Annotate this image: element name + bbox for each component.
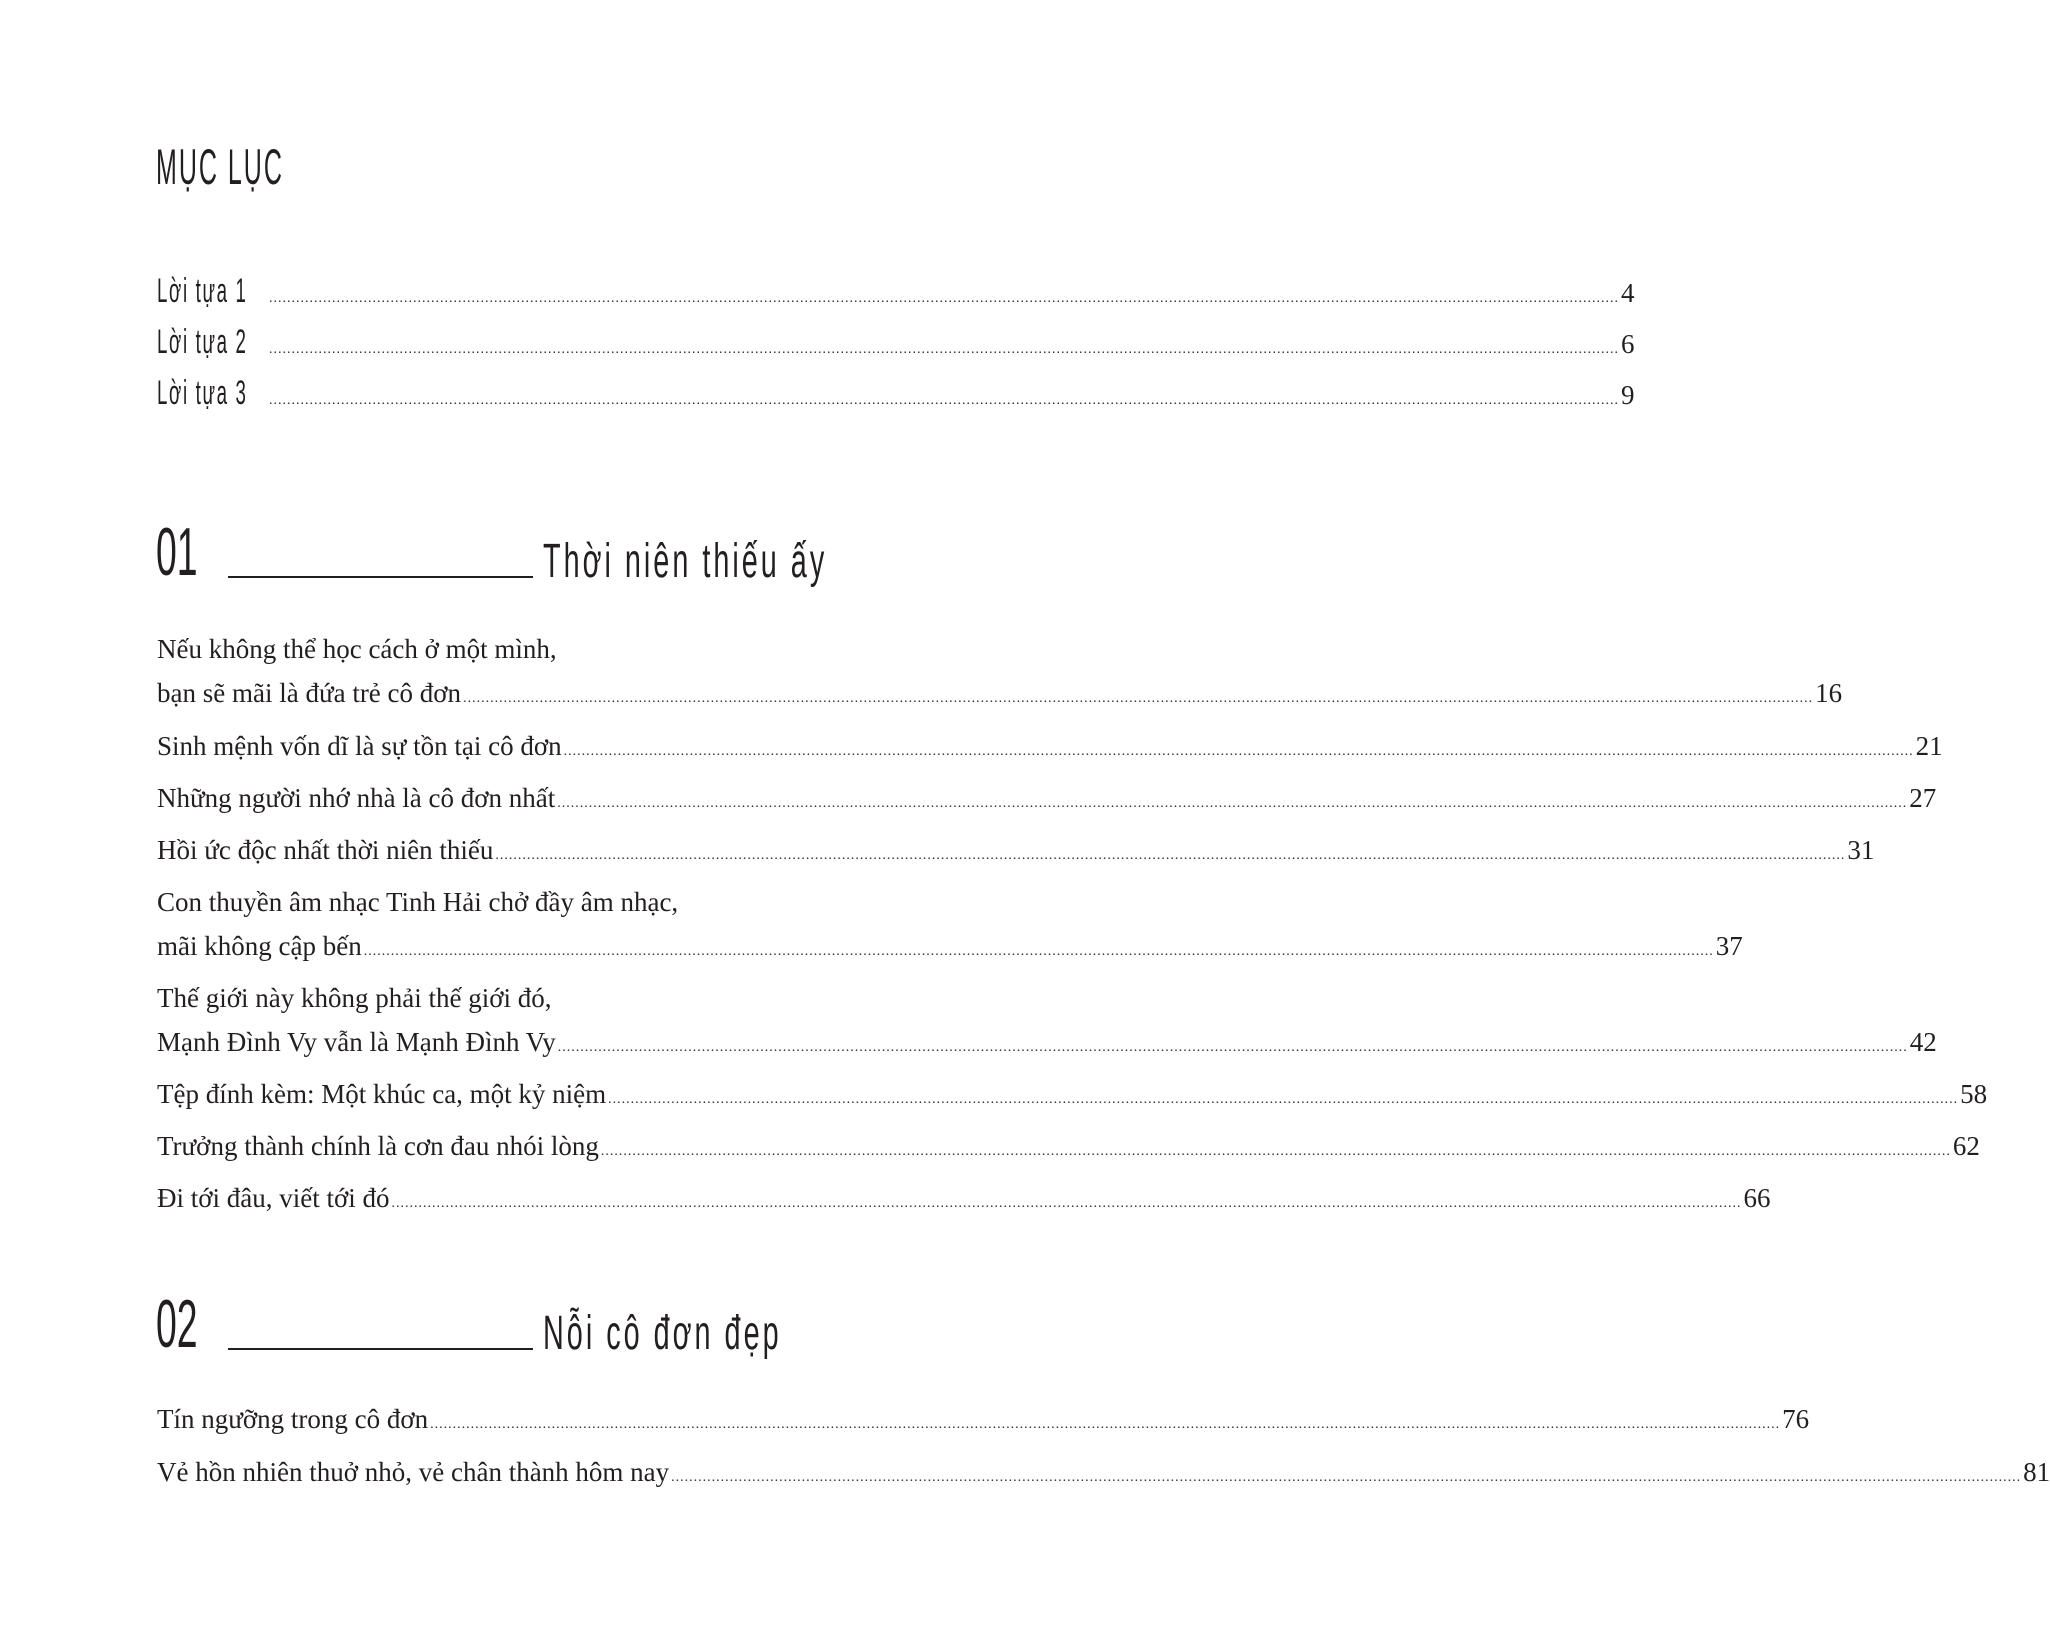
toc-entry-preface-3[interactable] — [157, 374, 1635, 413]
toc-entry[interactable] — [157, 1131, 1980, 1162]
chapter-number: 02 — [156, 1286, 198, 1362]
entry-label: bạn sẽ mãi là đứa trẻ cô đơn — [157, 678, 462, 708]
dot-leader: ............................................................................................................................................................................................................................................................................................................ — [671, 1470, 2022, 1485]
toc-entry-preface-2[interactable] — [157, 323, 1635, 362]
chapter-rule — [228, 576, 533, 578]
entry-page: 27 — [1909, 783, 1937, 813]
entry-page: 81 — [2023, 1457, 2050, 1487]
dot-leader: ............................................................................................................................................................................................................................................................................................................ — [495, 848, 1846, 863]
entry-label: Tệp đính kèm: Một khúc ca, một kỷ niệm — [157, 1079, 607, 1109]
dot-leader: ............................................................................................................................................................................................................................................................................................................ — [391, 1196, 1742, 1211]
entry-label: Lời tựa 2 — [157, 323, 248, 361]
chapter-number: 01 — [156, 514, 198, 590]
entry-page: 37 — [1715, 931, 1743, 961]
entry-page: 6 — [1621, 329, 1635, 359]
toc-entry[interactable] — [157, 931, 1743, 962]
chapter-heading-02 — [156, 1286, 941, 1362]
dot-leader: ............................................................................................................................................................................................................................................................................................................ — [557, 1040, 1908, 1055]
entry-page: 16 — [1815, 678, 1843, 708]
dot-leader: ............................................................................................................................................................................................................................................................................................................ — [269, 342, 1619, 357]
toc-entry-preface-1[interactable] — [157, 272, 1635, 311]
dot-leader: ............................................................................................................................................................................................................................................................................................................ — [608, 1092, 1959, 1107]
toc-entry[interactable] — [157, 1079, 1988, 1110]
entry-label: Những người nhớ nhà là cô đơn nhất — [157, 783, 556, 813]
entry-label: Sinh mệnh vốn dĩ là sự tồn tại cô đơn — [157, 731, 562, 761]
entry-page: 42 — [1909, 1027, 1937, 1057]
dot-leader: ............................................................................................................................................................................................................................................................................................................ — [463, 691, 1814, 706]
toc-entry[interactable] — [157, 1027, 1937, 1058]
entry-page: 9 — [1621, 380, 1635, 410]
entry-page: 66 — [1743, 1183, 1771, 1213]
toc-entry[interactable] — [157, 1183, 1771, 1214]
entry-page: 4 — [1621, 278, 1635, 308]
entry-label: Lời tựa 3 — [157, 374, 248, 412]
toc-entry[interactable] — [157, 783, 1937, 814]
dot-leader: ............................................................................................................................................................................................................................................................................................................ — [563, 744, 1914, 759]
entry-label: Hồi ức độc nhất thời niên thiếu — [157, 835, 494, 865]
entry-label-line1[interactable]: Thế giới này không phải thế giới đó, — [157, 983, 552, 1013]
entry-label: Trưởng thành chính là cơn đau nhói lòng — [157, 1131, 599, 1161]
entry-label: Vẻ hồn nhiên thuở nhỏ, vẻ chân thành hôm nay — [157, 1457, 670, 1487]
entry-page: 31 — [1847, 835, 1875, 865]
dot-leader: ............................................................................................................................................................................................................................................................................................................ — [600, 1144, 1951, 1159]
toc-entry[interactable] — [157, 835, 1875, 866]
entry-label: Mạnh Đình Vy vẫn là Mạnh Đình Vy — [157, 1027, 556, 1057]
dot-leader: ............................................................................................................................................................................................................................................................................................................ — [557, 796, 1908, 811]
entry-label: Lời tựa 1 — [157, 272, 248, 310]
dot-leader: ............................................................................................................................................................................................................................................................................................................ — [269, 291, 1619, 306]
toc-entry[interactable] — [157, 1457, 2050, 1488]
chapter-heading-01 — [156, 514, 1017, 590]
chapter-rule — [228, 1348, 533, 1350]
entry-page: 21 — [1915, 731, 1943, 761]
toc-entry[interactable] — [157, 731, 1943, 762]
entry-label: Tín ngưỡng trong cô đơn — [157, 1404, 429, 1434]
page-title: MỤC LỤC — [156, 139, 284, 195]
toc-entry[interactable] — [157, 678, 1843, 709]
entry-label: Đi tới đâu, viết tới đó — [157, 1183, 390, 1213]
entry-page: 76 — [1782, 1404, 1810, 1434]
entry-page: 62 — [1952, 1131, 1980, 1161]
entry-label-line1[interactable]: Nếu không thể học cách ở một mình, — [157, 634, 557, 664]
toc-entry[interactable] — [157, 1404, 1810, 1435]
dot-leader: ............................................................................................................................................................................................................................................................................................................ — [430, 1417, 1781, 1432]
dot-leader: ............................................................................................................................................................................................................................................................................................................ — [269, 393, 1619, 408]
entry-label: mãi không cập bến — [157, 931, 362, 961]
entry-page: 58 — [1960, 1079, 1988, 1109]
dot-leader: ............................................................................................................................................................................................................................................................................................................ — [363, 944, 1714, 959]
chapter-name: Thời niên thiếu ấy — [543, 535, 828, 588]
chapter-name: Nỗi cô đơn đẹp — [543, 1307, 782, 1360]
entry-label-line1[interactable]: Con thuyền âm nhạc Tinh Hải chở đầy âm nhạc, — [157, 887, 679, 917]
